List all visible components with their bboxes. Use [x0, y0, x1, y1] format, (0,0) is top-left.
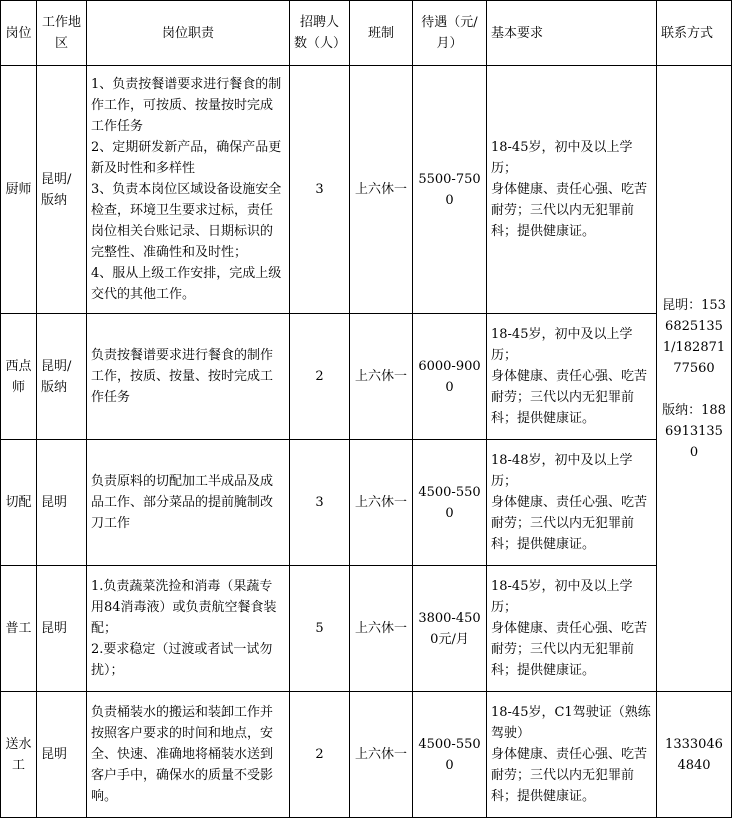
row-duties: 1.负责蔬菜洗捡和消毒（果蔬专用84消毒液）或负责航空餐食装配； 2.要求稳定（过渡或者试一试勿扰）；	[87, 566, 290, 692]
row-salary: 5500-7500	[413, 66, 487, 314]
header-contact: 联系方式	[657, 1, 732, 66]
row-shift: 上六休一	[350, 314, 413, 440]
row-position: 送水工	[1, 692, 37, 818]
header-shift: 班制	[350, 1, 413, 66]
table-row	[1, 66, 732, 314]
row-salary: 4500-5500	[413, 440, 487, 566]
row-requirements: 18-45岁，C1驾驶证（熟练驾驶） 身体健康、责任心强、吃苦耐劳；三代以内无犯罪前科；提供健康证。	[487, 692, 657, 818]
row-area: 昆明/版纳	[37, 314, 87, 440]
row-requirements: 18-45岁，初中及以上学历； 身体健康、责任心强、吃苦耐劳；三代以内无犯罪前科；提供健康证。	[487, 314, 657, 440]
row-area: 昆明/版纳	[37, 66, 87, 314]
header-headcount: 招聘人数（人）	[290, 1, 350, 66]
row-headcount: 3	[290, 440, 350, 566]
header-duties: 岗位职责	[87, 1, 290, 66]
row-duties: 1、负责按餐谱要求进行餐食的制作工作，可按质、按量按时完成工作任务 2、定期研发新产品，确保产品更新及时性和多样性 3、负责本岗位区域设备设施安全检查，环境卫生要求过标，责任岗位相关台账记录、日期标识的完整性、准确性和及时性； 4、服从上级工作安排，完成上级交代的其他工作。	[87, 66, 290, 314]
contact-water: 13330464840	[657, 692, 732, 818]
row-shift: 上六休一	[350, 692, 413, 818]
row-position: 西点师	[1, 314, 37, 440]
row-headcount: 2	[290, 314, 350, 440]
row-headcount: 3	[290, 66, 350, 314]
row-shift: 上六休一	[350, 66, 413, 314]
row-position: 厨师	[1, 66, 37, 314]
row-salary: 6000-9000	[413, 314, 487, 440]
header-position: 岗位	[1, 1, 37, 66]
row-position: 普工	[1, 566, 37, 692]
row-position: 切配	[1, 440, 37, 566]
row-shift: 上六休一	[350, 440, 413, 566]
row-salary: 4500-5500	[413, 692, 487, 818]
table-row	[1, 566, 732, 692]
row-headcount: 2	[290, 692, 350, 818]
row-headcount: 5	[290, 566, 350, 692]
table-row	[1, 692, 732, 818]
row-requirements: 18-45岁，初中及以上学历； 身体健康、责任心强、吃苦耐劳；三代以内无犯罪前科；提供健康证。	[487, 66, 657, 314]
header-row	[1, 1, 732, 66]
contact-cell: 昆明：15368251351/18287177560 版纳：18869131350	[657, 66, 732, 692]
row-area: 昆明	[37, 692, 87, 818]
table-row	[1, 314, 732, 440]
row-requirements: 18-48岁，初中及以上学历； 身体健康、责任心强、吃苦耐劳；三代以内无犯罪前科；提供健康证。	[487, 440, 657, 566]
row-requirements: 18-45岁，初中及以上学历； 身体健康、责任心强、吃苦耐劳；三代以内无犯罪前科；提供健康证。	[487, 566, 657, 692]
row-area: 昆明	[37, 440, 87, 566]
row-salary: 3800-4500元/月	[413, 566, 487, 692]
row-duties: 负责按餐谱要求进行餐食的制作工作，按质、按量、按时完成工作任务	[87, 314, 290, 440]
header-area: 工作地区	[37, 1, 87, 66]
row-area: 昆明	[37, 566, 87, 692]
row-shift: 上六休一	[350, 566, 413, 692]
header-requirements: 基本要求	[487, 1, 657, 66]
header-salary: 待遇（元/月）	[413, 1, 487, 66]
table-row	[1, 440, 732, 566]
row-duties: 负责原料的切配加工半成品及成品工作、部分菜品的提前腌制改刀工作	[87, 440, 290, 566]
row-duties: 负责桶装水的搬运和装卸工作并按照客户要求的时间和地点，安全、快速、准确地将桶装水送到客户手中，确保水的质量不受影响。	[87, 692, 290, 818]
